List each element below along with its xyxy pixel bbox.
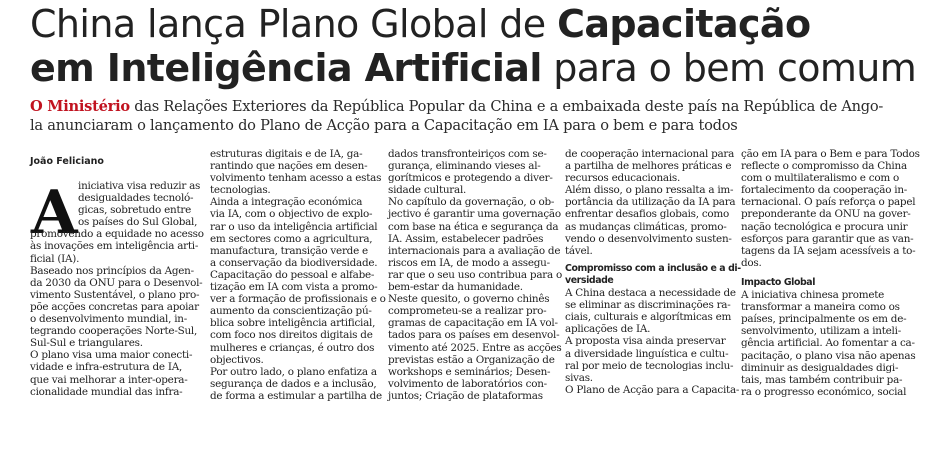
text-line: de forma a estimular a partilha de (210, 389, 382, 402)
lead-line-1 (30, 97, 920, 116)
text-line: tecnologias. (210, 184, 271, 197)
text-line: bem-estar da humanidade. (388, 281, 523, 294)
text-line: senvolvimento, utilizam a inteli- (741, 325, 901, 338)
text-line: IA. Assim, estabelecer padrões (388, 232, 544, 245)
text-line: A China destaca a necessidade de (565, 287, 736, 300)
text-line: ternacional. O país reforça o papel (741, 196, 916, 209)
text-line: mulheres e crianças, é outro dos (210, 341, 375, 354)
text-line: países, principalmente os em de- (741, 313, 907, 326)
article-column-5 (741, 148, 920, 398)
lead-paragraph (30, 97, 920, 135)
text-line: enfrentar desafios globais, como (565, 208, 730, 221)
article-column-4 (565, 148, 741, 396)
headline-light-text: China lança Plano Global de (30, 2, 558, 46)
text-line: as mudanças climáticas, promo- (565, 220, 727, 233)
text-line: Sul-Sul e triangulares. (30, 337, 143, 350)
section-heading: Compromisso com a inclusão e a di- (565, 262, 741, 274)
text-line: gramas de capacitação em IA vol- (388, 317, 558, 330)
byline: João Feliciano (30, 156, 104, 167)
section-heading: versidade (565, 274, 614, 286)
text-line: recursos educacionais. (565, 172, 681, 185)
text-line: Ainda a integração económica (210, 196, 363, 209)
text-line: fortalecimento da cooperação in- (741, 184, 908, 197)
text-line: o desenvolvimento mundial, in- (30, 313, 187, 326)
text-line: objectivos. (210, 353, 264, 366)
text-line: manufactura, transição verde e (210, 244, 368, 257)
article-column-1 (30, 180, 204, 398)
text-line: O plano visa uma maior conecti- (30, 349, 193, 362)
text-line: que vai melhorar a inter-opera- (30, 373, 188, 386)
text-line: tados para os países em desenvol- (388, 329, 560, 342)
headline (30, 2, 920, 90)
text-line: sidade cultural. (388, 184, 467, 197)
lead-line-2: la anunciaram o lançamento do Plano de Acção para a Capacitação em IA para o bem e para todos (30, 117, 738, 134)
text-line: a partilha de melhores práticas e (565, 160, 732, 173)
headline-line-1 (30, 2, 920, 46)
text-line: em sectores como a agricultura, (210, 232, 373, 245)
text-line: ral por meio de tecnologias inclu- (565, 359, 734, 372)
text-line: volvimento de laboratórios con- (388, 377, 547, 390)
text-line: preponderante da ONU na gover- (741, 208, 911, 221)
lead-highlight: O Ministério (30, 98, 130, 115)
text-line: tável. (565, 244, 593, 257)
text-line: Neste quesito, o governo chinês (388, 293, 550, 306)
text-line: de cooperação internacional para (565, 148, 735, 160)
text-line: ciais, culturais e algorítmicas em (565, 311, 732, 324)
text-line: ver a formação de profissionais e o (210, 293, 386, 306)
text-line: Baseado nos princípios da Agen- (30, 264, 194, 277)
text-line: A iniciativa chinesa promete (741, 289, 885, 302)
text-line: com base na ética e segurança da (388, 220, 559, 233)
text-line: da 2030 da ONU para o Desenvol- (30, 276, 203, 289)
text-line: gorítmicos e protegendo a diver- (388, 172, 553, 185)
headline-bold-text: em Inteligência Artificial (30, 46, 542, 90)
text-line: previstas estão a Organização de (388, 353, 555, 366)
text-line: põe acções concretas para apoiar (30, 300, 199, 313)
text-line: vendo o desenvolvimento susten- (565, 232, 732, 245)
text-line: gência artificial. Ao fomentar a ca- (741, 337, 915, 350)
text-line: Capacitação do pessoal e alfabe- (210, 268, 375, 281)
text-line: desigualdades tecnoló- (78, 192, 194, 205)
text-line: Além disso, o plano ressalta a im- (565, 184, 734, 197)
text-line: nação tecnológica e procura unir (741, 220, 908, 233)
text-line: vimento Sustentável, o plano pro- (30, 288, 200, 301)
text-line: tização em IA com vista a promo- (210, 281, 378, 294)
text-line: ção em IA para o Bem e para Todos (741, 148, 920, 160)
text-line: pacitação, o plano visa não apenas (741, 349, 916, 362)
text-line: volvimento tenham acesso a estas (210, 172, 382, 185)
text-line: gurança, eliminando vieses al- (388, 160, 541, 173)
headline-light-text: para o bem comum (541, 46, 917, 90)
text-line: às inovações em inteligência arti- (30, 240, 199, 253)
text-line: blica sobre inteligência artificial, (210, 317, 376, 330)
text-line: Por outro lado, o plano enfatiza a (210, 365, 377, 378)
text-line: transformar a maneira como os (741, 301, 900, 314)
headline-line-2 (30, 46, 920, 90)
text-line: promovendo a equidade no acesso (30, 228, 204, 241)
text-line: rar o uso da inteligência artificial (210, 220, 378, 233)
lead-text: das Relações Exteriores da República Popular da China e a embaixada deste país na República de Ango- (129, 98, 884, 115)
text-line: vimento até 2025. Entre as acções (388, 341, 562, 354)
text-line: os países do Sul Global, (78, 216, 198, 229)
text-line: esforços para garantir que as van- (741, 232, 914, 245)
text-line: com foco nos direitos digitais de (210, 329, 373, 342)
headline-bold-text: Capacitação (557, 2, 811, 46)
article-column-3 (388, 148, 562, 402)
dropcap: A (31, 178, 78, 248)
section-heading: Impacto Global (741, 276, 816, 288)
text-line: riscos em IA, de modo a assegu- (388, 256, 550, 269)
text-line: a conservação da biodiversidade. (210, 256, 378, 269)
text-line: tais, mas também contribuir pa- (741, 373, 903, 386)
text-line: se eliminar as discriminações ra- (565, 299, 731, 312)
text-line: estruturas digitais e de IA, ga- (210, 148, 363, 160)
text-line: a diversidade linguística e cultu- (565, 347, 729, 360)
text-line: cionalidade mundial das infra- (30, 385, 183, 398)
text-line: iniciativa visa reduzir as (78, 180, 201, 192)
text-line: vidade e infra-estrutura de IA, (30, 361, 183, 374)
text-line: dos. (741, 256, 762, 269)
text-line: comprometeu-se a realizar pro- (388, 305, 547, 318)
text-line: internacionais para a avaliação de (388, 244, 561, 257)
text-line: via IA, com o objectivo de explo- (210, 208, 373, 221)
article-column-2 (210, 148, 386, 402)
text-line: gicas, sobretudo entre (78, 204, 191, 217)
text-line: tagens da IA sejam acessíveis a to- (741, 244, 916, 257)
text-line: segurança de dados e a inclusão, (210, 377, 377, 390)
text-line: ficial (IA). (30, 252, 80, 265)
text-line: O Plano de Acção para a Capacita- (565, 383, 740, 396)
text-line: jectivo é garantir uma governação (388, 208, 561, 221)
text-line: A proposta visa ainda preservar (565, 335, 726, 348)
text-line: sivas. (565, 371, 593, 384)
text-line: rantindo que nações em desen- (210, 160, 368, 173)
text-line: dados transfronteiriços com se- (388, 148, 547, 160)
text-line: tegrando cooperações Norte-Sul, (30, 325, 198, 338)
text-line: portância da utilização da IA para (565, 196, 736, 209)
text-line: juntos; Criação de plataformas (388, 389, 543, 402)
text-line: reflecte o compromisso da China (741, 160, 907, 173)
text-line: com o multilateralismo e com o (741, 172, 899, 185)
text-line: aplicações de IA. (565, 323, 651, 336)
text-line: No capítulo da governação, o ob- (388, 196, 555, 209)
text-line: diminuir as desigualdades digi- (741, 361, 899, 374)
text-line: ra o progresso económico, social (741, 385, 907, 398)
text-line: rar que o seu uso contribua para o (388, 268, 562, 281)
text-line: aumento da conscientização pú- (210, 305, 372, 318)
text-line: workshops e seminários; Desen- (388, 365, 551, 378)
